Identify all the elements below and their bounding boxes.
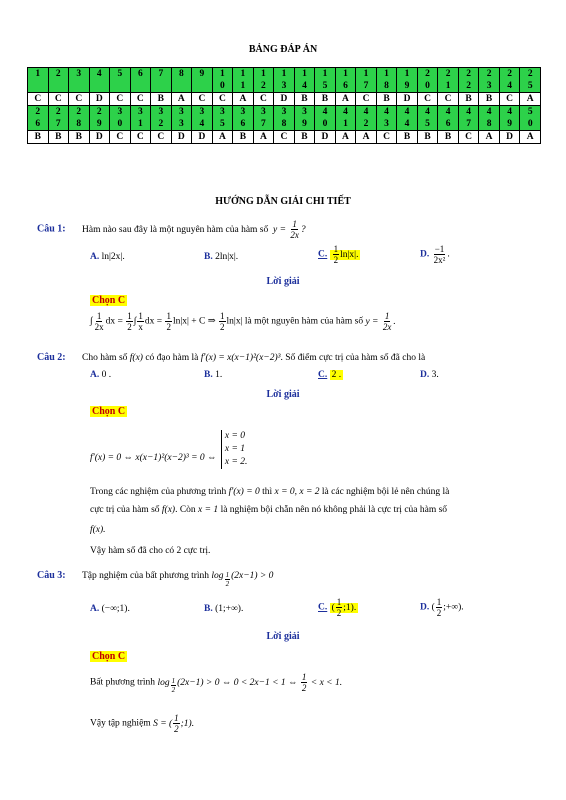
answer-cell: D bbox=[89, 131, 110, 144]
answer-cell: B bbox=[417, 131, 438, 144]
question-number-cell: 2 5 bbox=[520, 68, 541, 93]
question-number-cell: 2 1 bbox=[438, 68, 459, 93]
answer-cell: C bbox=[28, 93, 49, 106]
solution-text-2: Vậy tập nghiệm S = ( $\frac{1}{2}$ ;1). bbox=[90, 713, 195, 734]
question-number-cell: 3 2 bbox=[151, 106, 172, 131]
question-number-cell: 3 9 bbox=[294, 106, 315, 131]
answer-cell: B bbox=[294, 131, 315, 144]
question-number-cell: 2 8 bbox=[69, 106, 90, 131]
answer-cell: D bbox=[315, 131, 336, 144]
answer-cell: C bbox=[499, 93, 520, 106]
question-number-cell: 7 bbox=[151, 68, 172, 93]
question-number-cell: 8 bbox=[171, 68, 192, 93]
question-number-row bbox=[28, 106, 541, 131]
solution-1: ∫ $\frac{1}{2x}$ dx = $\frac{1}{2}$ ∫ $\frac{1}{x}$ dx = $\frac{1}{2}$ ln|x| + C ⇒ $\frac{1}{2}$ ln|x| là một nguyên hàm của hàm số y = $\frac{1}{2x}$ . bbox=[90, 311, 396, 332]
question-number-cell: 5 bbox=[110, 68, 131, 93]
answer-cell: C bbox=[130, 93, 151, 106]
answer-cell: B bbox=[28, 131, 49, 144]
solution-text-3: f(x). bbox=[90, 525, 106, 535]
question-number-cell: 3 4 bbox=[192, 106, 213, 131]
question-number-cell: 1 9 bbox=[397, 68, 418, 93]
answer-row bbox=[28, 131, 541, 144]
option-c: C. $\frac{1}{2}$ ln|x|. bbox=[318, 244, 359, 265]
solution-heading: Lời giải bbox=[266, 389, 300, 400]
option-b: B. 2ln|x|. bbox=[204, 252, 239, 262]
option-d: D. ( $\frac{1}{2}$ ;+∞). bbox=[420, 597, 464, 618]
answer-cell: D bbox=[397, 93, 418, 106]
solution-system: f′(x) = 0 ⇔ x(x−1)²(x−2)³ = 0 ⇔ x = 0 x = 1 x = 2. bbox=[90, 431, 248, 467]
question-number-cell: 2 7 bbox=[48, 106, 69, 131]
question-number-cell: 3 bbox=[69, 68, 90, 93]
answer-cell: C bbox=[253, 93, 274, 106]
answer-cell: C bbox=[48, 93, 69, 106]
answer-cell: C bbox=[212, 93, 233, 106]
question-number-cell: 4 4 bbox=[397, 106, 418, 131]
question-number-cell: 1 7 bbox=[356, 68, 377, 93]
answer-cell: C bbox=[110, 131, 131, 144]
option-d: D. $\frac{-1}{\text{2x²}}$ . bbox=[420, 244, 450, 265]
question-number-cell: 3 1 bbox=[130, 106, 151, 131]
question-number-cell: 4 2 bbox=[356, 106, 377, 131]
function-expression: y = $\frac{1}{2x}$ ? bbox=[270, 219, 306, 240]
solution-text-1: Bất phương trình log $_{\frac{1}{2}}$ (2x−1) > 0 ⇔ 0 < 2x−1 < 1 ⇔ $\frac{1}{2}$ < x < 1. bbox=[90, 672, 343, 695]
answer-cell: C bbox=[376, 131, 397, 144]
question-number-cell: 1 1 bbox=[233, 68, 254, 93]
answer-cell: A bbox=[233, 93, 254, 106]
option-c: C. 2 . bbox=[318, 370, 342, 380]
question-number-cell: 4 6 bbox=[438, 106, 459, 131]
answer-cell: B bbox=[376, 93, 397, 106]
answer-cell: A bbox=[335, 131, 356, 144]
option-b: B. (1;+∞). bbox=[204, 604, 244, 614]
answer-table bbox=[27, 67, 541, 144]
answer-cell: A bbox=[520, 93, 541, 106]
answer-cell: B bbox=[294, 93, 315, 106]
question-number-cell: 2 2 bbox=[458, 68, 479, 93]
answer-cell: A bbox=[356, 131, 377, 144]
question-number-cell: 2 0 bbox=[417, 68, 438, 93]
question-number-cell: 5 0 bbox=[520, 106, 541, 131]
question-number-cell: 3 7 bbox=[253, 106, 274, 131]
chosen-answer: Chọn C bbox=[92, 295, 126, 306]
question-number-cell: 1 bbox=[28, 68, 49, 93]
question-number-cell: 1 4 bbox=[294, 68, 315, 93]
answer-cell: B bbox=[315, 93, 336, 106]
answer-cell: C bbox=[458, 131, 479, 144]
section-title: HƯỚNG DẪN GIẢI CHI TIẾT bbox=[215, 196, 351, 207]
question-number-cell: 4 7 bbox=[458, 106, 479, 131]
question-number-cell: 3 6 bbox=[233, 106, 254, 131]
answer-cell: D bbox=[89, 93, 110, 106]
question-number-cell: 3 8 bbox=[274, 106, 295, 131]
answer-cell: C bbox=[356, 93, 377, 106]
answer-cell: C bbox=[438, 93, 459, 106]
question-number-cell: 2 4 bbox=[499, 68, 520, 93]
solution-text-1: Trong các nghiệm của phương trình f′(x) = 0 thì x = 0, x = 2 là các nghiệm bội lẻ nên chúng là bbox=[90, 487, 450, 497]
answer-cell: B bbox=[458, 93, 479, 106]
answer-cell: A bbox=[253, 131, 274, 144]
option-a: A. ln|2x|. bbox=[90, 252, 125, 262]
answer-cell: D bbox=[499, 131, 520, 144]
answer-cell: C bbox=[192, 93, 213, 106]
question-number-cell: 1 8 bbox=[376, 68, 397, 93]
question-number-cell: 4 3 bbox=[376, 106, 397, 131]
option-b: B. 1. bbox=[204, 370, 223, 380]
question-number-cell: 1 2 bbox=[253, 68, 274, 93]
answer-cell: B bbox=[397, 131, 418, 144]
chosen-answer: Chọn C bbox=[92, 651, 126, 662]
answer-table-title: BẢNG ĐÁP ÁN bbox=[248, 44, 318, 55]
question-number-cell: 2 6 bbox=[28, 106, 49, 131]
option-a: A. 0 . bbox=[90, 370, 112, 380]
question-number-cell: 1 5 bbox=[315, 68, 336, 93]
answer-cell: B bbox=[479, 93, 500, 106]
solution-heading: Lời giải bbox=[266, 276, 300, 287]
question-number-cell: 1 0 bbox=[212, 68, 233, 93]
question-3: Câu 3: Tập nghiệm của bất phương trình log $_{\frac{1}{2}}$ (2x−1) > 0 bbox=[37, 570, 274, 588]
answer-cell: C bbox=[110, 93, 131, 106]
answer-cell: B bbox=[48, 131, 69, 144]
question-number-cell: 3 5 bbox=[212, 106, 233, 131]
question-number-cell: 4 bbox=[89, 68, 110, 93]
question-number-cell: 2 3 bbox=[479, 68, 500, 93]
solution-text-4: Vậy hàm số đã cho có 2 cực trị. bbox=[90, 546, 211, 556]
answer-cell: B bbox=[233, 131, 254, 144]
question-number-cell: 1 3 bbox=[274, 68, 295, 93]
question-number-cell: 4 1 bbox=[335, 106, 356, 131]
question-number-cell: 3 0 bbox=[110, 106, 131, 131]
answer-cell: B bbox=[151, 93, 172, 106]
option-c: C. ( $\frac{1}{2}$ ;1). bbox=[318, 597, 357, 618]
answer-cell: C bbox=[417, 93, 438, 106]
question-number-cell: 3 3 bbox=[171, 106, 192, 131]
answer-cell: A bbox=[335, 93, 356, 106]
answer-cell: D bbox=[192, 131, 213, 144]
question-number-cell: 4 5 bbox=[417, 106, 438, 131]
chosen-answer: Chọn C bbox=[92, 406, 126, 417]
answer-cell: A bbox=[212, 131, 233, 144]
question-number-cell: 4 9 bbox=[499, 106, 520, 131]
option-d: D. 3. bbox=[420, 370, 439, 380]
answer-cell: A bbox=[479, 131, 500, 144]
answer-cell: C bbox=[130, 131, 151, 144]
question-number-cell: 9 bbox=[192, 68, 213, 93]
answer-cell: A bbox=[171, 93, 192, 106]
answer-cell: C bbox=[69, 93, 90, 106]
answer-cell: D bbox=[274, 93, 295, 106]
question-number-cell: 1 6 bbox=[335, 68, 356, 93]
question-number-cell: 2 9 bbox=[89, 106, 110, 131]
question-number-cell: 6 bbox=[130, 68, 151, 93]
answer-cell: C bbox=[151, 131, 172, 144]
solution-text-2: cực trị của hàm số f(x). Còn x = 1 là nghiệm bội chẵn nên nó không phải là cực trị của hàm số bbox=[90, 505, 448, 515]
question-2: Câu 2: Cho hàm số f(x) có đạo hàm là f′(x) = x(x−1)²(x−2)³. Số điểm cực trị của hàm số đã cho là bbox=[37, 352, 426, 363]
answer-cell: D bbox=[171, 131, 192, 144]
question-number-cell: 4 8 bbox=[479, 106, 500, 131]
answer-cell: C bbox=[274, 131, 295, 144]
answer-cell: B bbox=[69, 131, 90, 144]
answer-cell: B bbox=[438, 131, 459, 144]
question-1 bbox=[37, 219, 306, 240]
question-text: Hàm nào sau đây là một nguyên hàm của hàm số bbox=[82, 224, 269, 235]
answer-cell: A bbox=[520, 131, 541, 144]
question-number-cell: 4 0 bbox=[315, 106, 336, 131]
solution-heading: Lời giải bbox=[266, 631, 300, 642]
question-label: Câu 1: bbox=[37, 223, 66, 235]
question-number-row bbox=[28, 68, 541, 93]
option-a: A. (−∞;1). bbox=[90, 604, 130, 614]
answer-row bbox=[28, 93, 541, 106]
question-number-cell: 2 bbox=[48, 68, 69, 93]
